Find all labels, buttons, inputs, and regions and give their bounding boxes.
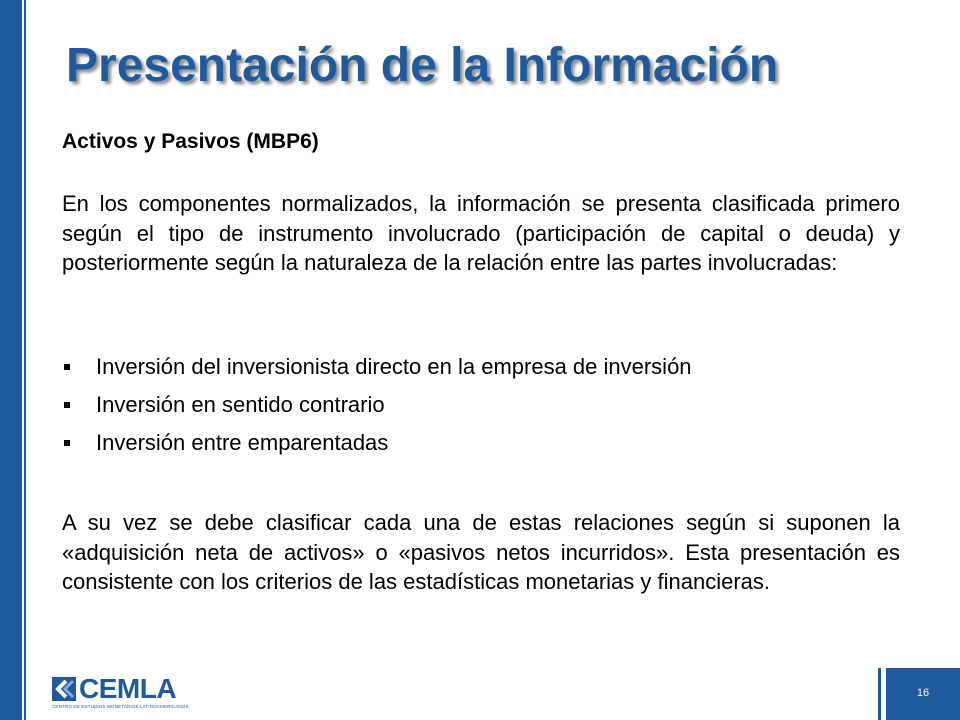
square-bullet-icon (64, 440, 70, 446)
cemla-logo (52, 675, 192, 715)
cemla-logo-icon (52, 677, 76, 701)
bullet-list (62, 348, 692, 462)
bullet-text: Inversión en sentido contrario (96, 392, 385, 417)
bullet-text: Inversión entre emparentadas (96, 430, 389, 455)
bullet-item (62, 348, 692, 386)
square-bullet-icon (64, 364, 70, 370)
bullet-text: Inversión del inversionista directo en la empresa de inversión (96, 354, 692, 379)
page-number-box (886, 668, 960, 720)
logo-wordmark: CEMLA (79, 673, 177, 704)
slide-title: Presentación de la Información (66, 39, 779, 92)
square-bullet-icon (64, 402, 70, 408)
intro-paragraph: En los componentes normalizados, la información se presenta clasificada primero según el tipo de instrumento involucrado (participación de capital o deuda) y posteriormente según la naturaleza de la relación entre las partes involucradas: (62, 191, 900, 275)
logo-tagline: CENTRO DE ESTUDIOS MONETARIOS LATINOAMERICANOS (52, 704, 189, 709)
bullet-item (62, 386, 692, 424)
left-accent-bar (0, 0, 22, 720)
bullet-item (62, 424, 692, 462)
closing-paragraph: A su vez se debe clasificar cada una de estas relaciones según si suponen la «adquisición neta de activos» o «pasivos netos incurridos». Esta presentación es consistente con los criterios de las estadísticas monetarias y financieras. (62, 510, 900, 594)
page-number: 16 (916, 687, 930, 699)
slide-subtitle: Activos y Pasivos (MBP6) (62, 130, 319, 153)
